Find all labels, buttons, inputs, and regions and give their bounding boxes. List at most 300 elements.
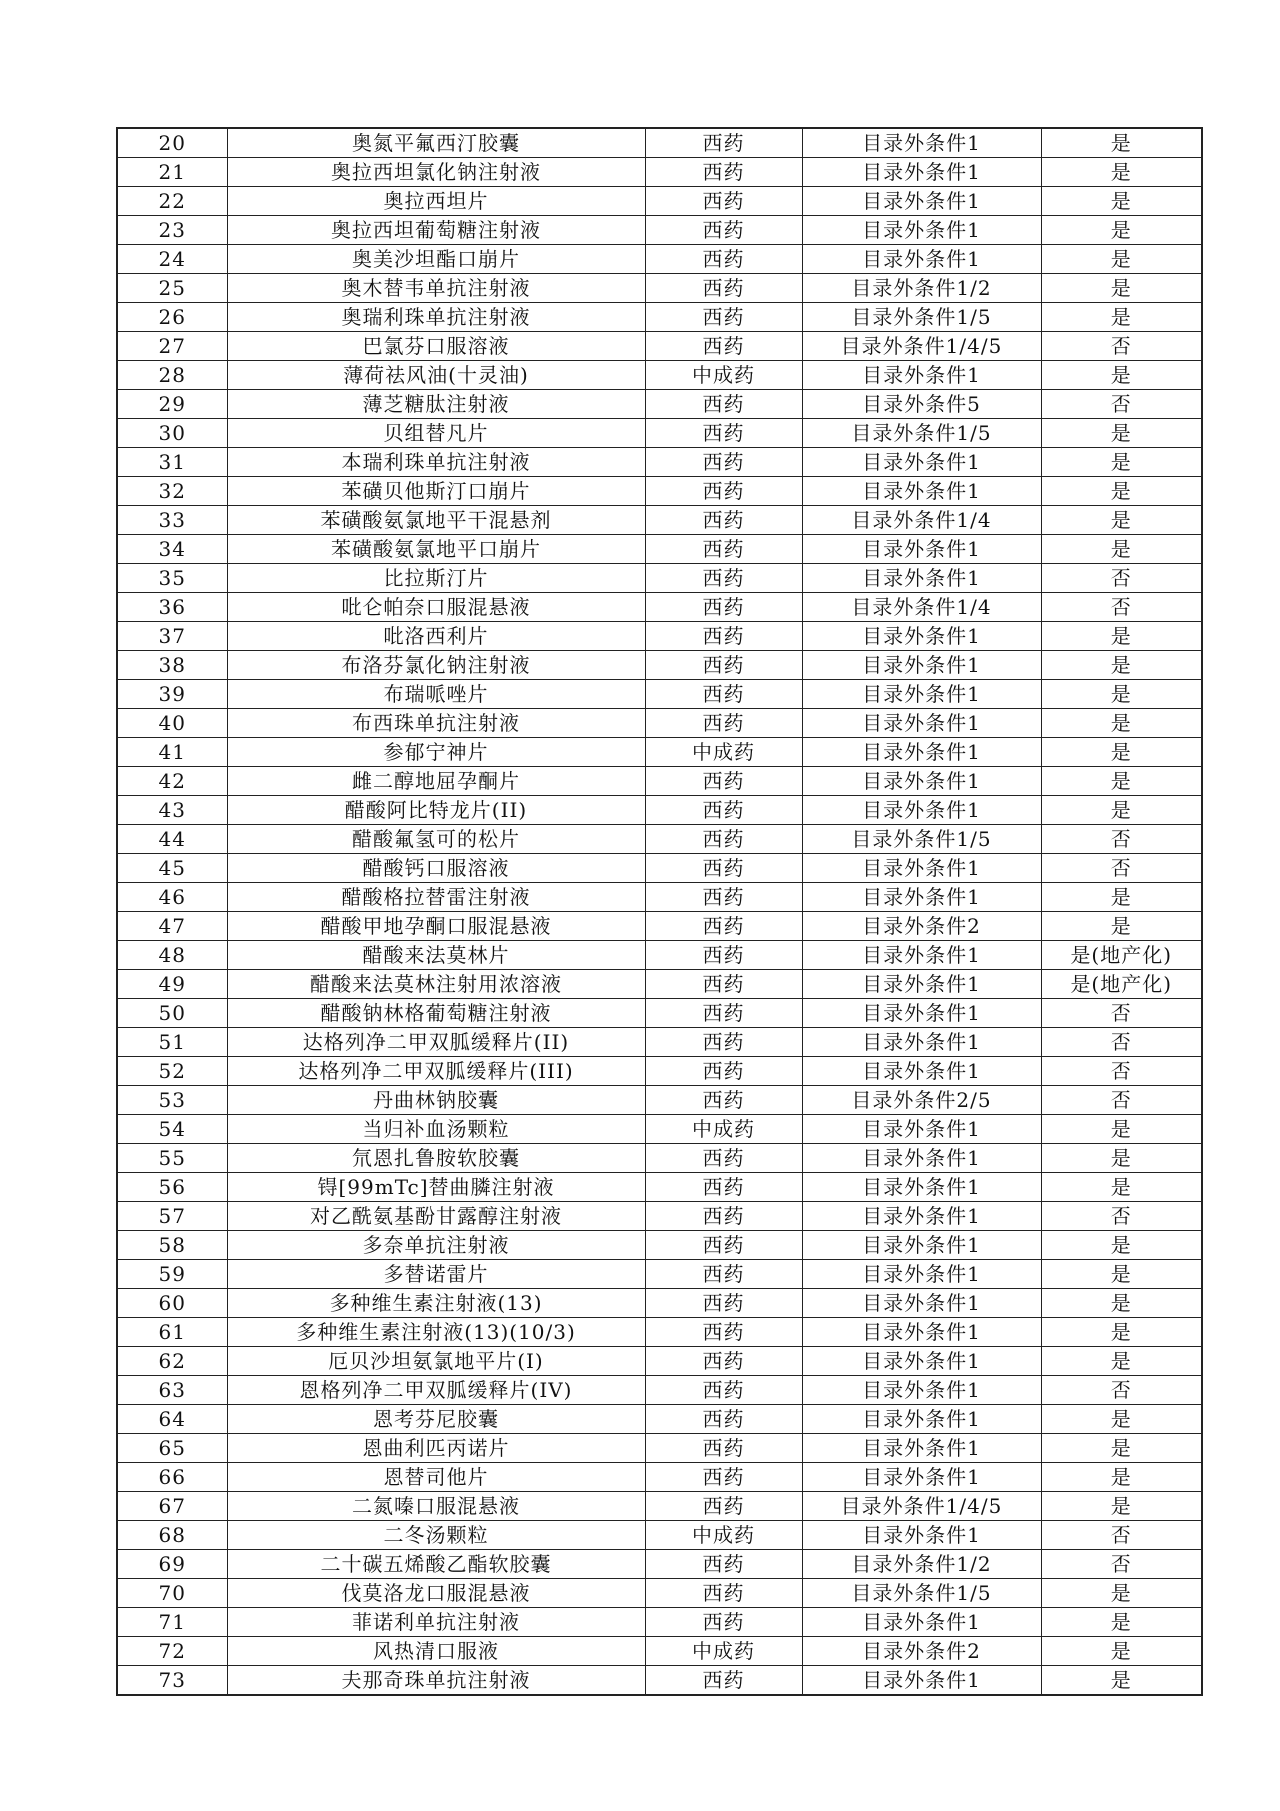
- condition-cell: 目录外条件1: [802, 796, 1041, 825]
- drug-name-cell: 达格列净二甲双胍缓释片(II): [227, 1028, 645, 1057]
- drug-type-cell: 西药: [645, 506, 802, 535]
- drug-name-cell: 醋酸来法莫林注射用浓溶液: [227, 970, 645, 999]
- row-number-cell: 67: [117, 1492, 227, 1521]
- table-row: [117, 651, 1202, 680]
- drug-name-cell: 醋酸甲地孕酮口服混悬液: [227, 912, 645, 941]
- drug-name-cell: 奥拉西坦片: [227, 187, 645, 216]
- drug-name-cell: 醋酸阿比特龙片(II): [227, 796, 645, 825]
- condition-cell: 目录外条件1: [802, 1028, 1041, 1057]
- row-number-cell: 32: [117, 477, 227, 506]
- condition-cell: 目录外条件1: [802, 1260, 1041, 1289]
- table-row: [117, 1463, 1202, 1492]
- table-body: [117, 128, 1202, 1695]
- row-number-cell: 72: [117, 1637, 227, 1666]
- drug-type-cell: 西药: [645, 535, 802, 564]
- status-cell: 是: [1041, 709, 1202, 738]
- row-number-cell: 41: [117, 738, 227, 767]
- drug-name-cell: 雌二醇地屈孕酮片: [227, 767, 645, 796]
- table-row: [117, 1376, 1202, 1405]
- table-row: [117, 1173, 1202, 1202]
- condition-cell: 目录外条件1: [802, 680, 1041, 709]
- status-cell: 是: [1041, 1434, 1202, 1463]
- condition-cell: 目录外条件1: [802, 187, 1041, 216]
- drug-type-cell: 西药: [645, 912, 802, 941]
- table-row: [117, 1347, 1202, 1376]
- condition-cell: 目录外条件1: [802, 1405, 1041, 1434]
- status-cell: 否: [1041, 1550, 1202, 1579]
- table-row: [117, 419, 1202, 448]
- drug-type-cell: 西药: [645, 1376, 802, 1405]
- status-cell: 否: [1041, 1086, 1202, 1115]
- drug-type-cell: 西药: [645, 564, 802, 593]
- status-cell: 否: [1041, 1202, 1202, 1231]
- drug-type-cell: 西药: [645, 1260, 802, 1289]
- table-row: [117, 1666, 1202, 1696]
- condition-cell: 目录外条件1: [802, 1202, 1041, 1231]
- row-number-cell: 69: [117, 1550, 227, 1579]
- drug-name-cell: 氘恩扎鲁胺软胶囊: [227, 1144, 645, 1173]
- table-row: [117, 390, 1202, 419]
- row-number-cell: 24: [117, 245, 227, 274]
- status-cell: 是: [1041, 738, 1202, 767]
- status-cell: 否: [1041, 564, 1202, 593]
- drug-type-cell: 西药: [645, 390, 802, 419]
- condition-cell: 目录外条件1/4: [802, 593, 1041, 622]
- drug-type-cell: 西药: [645, 999, 802, 1028]
- drug-type-cell: 西药: [645, 303, 802, 332]
- status-cell: 是: [1041, 245, 1202, 274]
- drug-type-cell: 西药: [645, 1405, 802, 1434]
- row-number-cell: 27: [117, 332, 227, 361]
- row-number-cell: 60: [117, 1289, 227, 1318]
- drug-type-cell: 西药: [645, 1608, 802, 1637]
- row-number-cell: 47: [117, 912, 227, 941]
- table-row: [117, 187, 1202, 216]
- drug-name-cell: 布洛芬氯化钠注射液: [227, 651, 645, 680]
- condition-cell: 目录外条件2: [802, 912, 1041, 941]
- drug-type-cell: 西药: [645, 651, 802, 680]
- condition-cell: 目录外条件1: [802, 1463, 1041, 1492]
- row-number-cell: 59: [117, 1260, 227, 1289]
- drug-name-cell: 奥瑞利珠单抗注射液: [227, 303, 645, 332]
- condition-cell: 目录外条件1: [802, 245, 1041, 274]
- condition-cell: 目录外条件1: [802, 1608, 1041, 1637]
- drug-name-cell: 奥氮平氟西汀胶囊: [227, 128, 645, 158]
- row-number-cell: 48: [117, 941, 227, 970]
- condition-cell: 目录外条件1: [802, 883, 1041, 912]
- drug-name-cell: 醋酸氟氢可的松片: [227, 825, 645, 854]
- drug-name-cell: 奥拉西坦氯化钠注射液: [227, 158, 645, 187]
- condition-cell: 目录外条件1: [802, 1434, 1041, 1463]
- row-number-cell: 51: [117, 1028, 227, 1057]
- table-row: [117, 883, 1202, 912]
- status-cell: 是: [1041, 1173, 1202, 1202]
- drug-type-cell: 西药: [645, 854, 802, 883]
- condition-cell: 目录外条件1/4/5: [802, 332, 1041, 361]
- row-number-cell: 71: [117, 1608, 227, 1637]
- drug-name-cell: 多替诺雷片: [227, 1260, 645, 1289]
- table-row: [117, 1318, 1202, 1347]
- status-cell: 否: [1041, 999, 1202, 1028]
- table-row: [117, 1550, 1202, 1579]
- row-number-cell: 42: [117, 767, 227, 796]
- drug-name-cell: 风热清口服液: [227, 1637, 645, 1666]
- condition-cell: 目录外条件1/5: [802, 825, 1041, 854]
- table-row: [117, 1608, 1202, 1637]
- table-row: [117, 274, 1202, 303]
- status-cell: 是: [1041, 1405, 1202, 1434]
- table-row: [117, 1260, 1202, 1289]
- status-cell: 是: [1041, 274, 1202, 303]
- status-cell: 是: [1041, 912, 1202, 941]
- status-cell: 是: [1041, 419, 1202, 448]
- condition-cell: 目录外条件1: [802, 622, 1041, 651]
- row-number-cell: 28: [117, 361, 227, 390]
- condition-cell: 目录外条件1/2: [802, 274, 1041, 303]
- drug-type-cell: 西药: [645, 1434, 802, 1463]
- drug-name-cell: 二冬汤颗粒: [227, 1521, 645, 1550]
- drug-type-cell: 中成药: [645, 1637, 802, 1666]
- drug-type-cell: 西药: [645, 1057, 802, 1086]
- condition-cell: 目录外条件1: [802, 854, 1041, 883]
- condition-cell: 目录外条件1: [802, 1666, 1041, 1696]
- table-row: [117, 1637, 1202, 1666]
- status-cell: 是: [1041, 1608, 1202, 1637]
- row-number-cell: 53: [117, 1086, 227, 1115]
- table-row: [117, 1579, 1202, 1608]
- condition-cell: 目录外条件1/5: [802, 419, 1041, 448]
- drug-name-cell: 薄荷祛风油(十灵油): [227, 361, 645, 390]
- drug-name-cell: 恩格列净二甲双胍缓释片(IV): [227, 1376, 645, 1405]
- row-number-cell: 25: [117, 274, 227, 303]
- table-row: [117, 506, 1202, 535]
- status-cell: 是: [1041, 1231, 1202, 1260]
- drug-list-table: [116, 127, 1203, 1696]
- table-row: [117, 1115, 1202, 1144]
- table-row: [117, 1231, 1202, 1260]
- condition-cell: 目录外条件1/5: [802, 303, 1041, 332]
- condition-cell: 目录外条件1: [802, 970, 1041, 999]
- condition-cell: 目录外条件1/2: [802, 1550, 1041, 1579]
- row-number-cell: 23: [117, 216, 227, 245]
- condition-cell: 目录外条件1: [802, 1521, 1041, 1550]
- row-number-cell: 66: [117, 1463, 227, 1492]
- status-cell: 是: [1041, 1144, 1202, 1173]
- drug-type-cell: 西药: [645, 1666, 802, 1696]
- drug-type-cell: 西药: [645, 1463, 802, 1492]
- drug-type-cell: 中成药: [645, 361, 802, 390]
- drug-type-cell: 西药: [645, 593, 802, 622]
- drug-type-cell: 西药: [645, 796, 802, 825]
- drug-name-cell: 醋酸来法莫林片: [227, 941, 645, 970]
- row-number-cell: 50: [117, 999, 227, 1028]
- table-row: [117, 332, 1202, 361]
- drug-type-cell: 西药: [645, 332, 802, 361]
- status-cell: 是: [1041, 477, 1202, 506]
- row-number-cell: 21: [117, 158, 227, 187]
- condition-cell: 目录外条件1: [802, 709, 1041, 738]
- drug-name-cell: 达格列净二甲双胍缓释片(III): [227, 1057, 645, 1086]
- status-cell: 是: [1041, 448, 1202, 477]
- drug-type-cell: 西药: [645, 187, 802, 216]
- drug-name-cell: 贝组替凡片: [227, 419, 645, 448]
- drug-name-cell: 醋酸钙口服溶液: [227, 854, 645, 883]
- condition-cell: 目录外条件1: [802, 535, 1041, 564]
- row-number-cell: 26: [117, 303, 227, 332]
- status-cell: 是: [1041, 622, 1202, 651]
- status-cell: 是: [1041, 361, 1202, 390]
- row-number-cell: 64: [117, 1405, 227, 1434]
- table-row: [117, 361, 1202, 390]
- drug-name-cell: 苯磺贝他斯汀口崩片: [227, 477, 645, 506]
- condition-cell: 目录外条件1/5: [802, 1579, 1041, 1608]
- status-cell: 否: [1041, 1521, 1202, 1550]
- row-number-cell: 62: [117, 1347, 227, 1376]
- drug-name-cell: 比拉斯汀片: [227, 564, 645, 593]
- row-number-cell: 46: [117, 883, 227, 912]
- drug-name-cell: 多种维生素注射液(13): [227, 1289, 645, 1318]
- table-row: [117, 535, 1202, 564]
- condition-cell: 目录外条件2: [802, 1637, 1041, 1666]
- table-row: [117, 941, 1202, 970]
- drug-name-cell: 二氮嗪口服混悬液: [227, 1492, 645, 1521]
- status-cell: 是: [1041, 506, 1202, 535]
- drug-name-cell: 醋酸格拉替雷注射液: [227, 883, 645, 912]
- status-cell: 否: [1041, 1057, 1202, 1086]
- drug-type-cell: 西药: [645, 1347, 802, 1376]
- drug-type-cell: 西药: [645, 1144, 802, 1173]
- status-cell: 否: [1041, 825, 1202, 854]
- row-number-cell: 61: [117, 1318, 227, 1347]
- condition-cell: 目录外条件1: [802, 767, 1041, 796]
- drug-type-cell: 西药: [645, 216, 802, 245]
- table-row: [117, 448, 1202, 477]
- drug-type-cell: 中成药: [645, 1115, 802, 1144]
- drug-type-cell: 西药: [645, 1550, 802, 1579]
- drug-name-cell: 恩曲利匹丙诺片: [227, 1434, 645, 1463]
- drug-name-cell: 二十碳五烯酸乙酯软胶囊: [227, 1550, 645, 1579]
- condition-cell: 目录外条件1: [802, 1057, 1041, 1086]
- drug-name-cell: 薄芝糖肽注射液: [227, 390, 645, 419]
- drug-name-cell: 多奈单抗注射液: [227, 1231, 645, 1260]
- drug-name-cell: 奥拉西坦葡萄糖注射液: [227, 216, 645, 245]
- drug-type-cell: 西药: [645, 970, 802, 999]
- drug-name-cell: 布西珠单抗注射液: [227, 709, 645, 738]
- status-cell: 是: [1041, 796, 1202, 825]
- condition-cell: 目录外条件1: [802, 1144, 1041, 1173]
- drug-name-cell: 吡洛西利片: [227, 622, 645, 651]
- condition-cell: 目录外条件1: [802, 1289, 1041, 1318]
- drug-type-cell: 西药: [645, 767, 802, 796]
- drug-type-cell: 西药: [645, 622, 802, 651]
- row-number-cell: 30: [117, 419, 227, 448]
- drug-name-cell: 吡仑帕奈口服混悬液: [227, 593, 645, 622]
- drug-name-cell: 恩替司他片: [227, 1463, 645, 1492]
- table-row: [117, 854, 1202, 883]
- table-row: [117, 709, 1202, 738]
- row-number-cell: 55: [117, 1144, 227, 1173]
- drug-name-cell: 多种维生素注射液(13)(10/3): [227, 1318, 645, 1347]
- status-cell: 是: [1041, 1260, 1202, 1289]
- row-number-cell: 68: [117, 1521, 227, 1550]
- row-number-cell: 63: [117, 1376, 227, 1405]
- table-row: [117, 622, 1202, 651]
- condition-cell: 目录外条件1: [802, 158, 1041, 187]
- status-cell: 否: [1041, 854, 1202, 883]
- status-cell: 是: [1041, 1463, 1202, 1492]
- condition-cell: 目录外条件1: [802, 999, 1041, 1028]
- drug-type-cell: 中成药: [645, 738, 802, 767]
- drug-type-cell: 西药: [645, 825, 802, 854]
- table-row: [117, 825, 1202, 854]
- row-number-cell: 22: [117, 187, 227, 216]
- table-row: [117, 1289, 1202, 1318]
- drug-name-cell: 奥美沙坦酯口崩片: [227, 245, 645, 274]
- condition-cell: 目录外条件1: [802, 361, 1041, 390]
- row-number-cell: 65: [117, 1434, 227, 1463]
- row-number-cell: 39: [117, 680, 227, 709]
- status-cell: 是(地产化): [1041, 941, 1202, 970]
- table-row: [117, 738, 1202, 767]
- drug-name-cell: 伐莫洛龙口服混悬液: [227, 1579, 645, 1608]
- condition-cell: 目录外条件1: [802, 448, 1041, 477]
- drug-name-cell: 布瑞哌唑片: [227, 680, 645, 709]
- table-row: [117, 680, 1202, 709]
- drug-type-cell: 西药: [645, 1086, 802, 1115]
- drug-name-cell: 巴氯芬口服溶液: [227, 332, 645, 361]
- row-number-cell: 43: [117, 796, 227, 825]
- table-row: [117, 1028, 1202, 1057]
- table-row: [117, 1405, 1202, 1434]
- row-number-cell: 33: [117, 506, 227, 535]
- row-number-cell: 38: [117, 651, 227, 680]
- condition-cell: 目录外条件1: [802, 128, 1041, 158]
- condition-cell: 目录外条件1: [802, 1376, 1041, 1405]
- table-row: [117, 128, 1202, 158]
- drug-name-cell: 菲诺利单抗注射液: [227, 1608, 645, 1637]
- table-row: [117, 1492, 1202, 1521]
- drug-type-cell: 中成药: [645, 1521, 802, 1550]
- drug-type-cell: 西药: [645, 1028, 802, 1057]
- table-row: [117, 970, 1202, 999]
- status-cell: 是: [1041, 1115, 1202, 1144]
- status-cell: 否: [1041, 390, 1202, 419]
- status-cell: 是: [1041, 216, 1202, 245]
- row-number-cell: 49: [117, 970, 227, 999]
- condition-cell: 目录外条件1: [802, 216, 1041, 245]
- status-cell: 是(地产化): [1041, 970, 1202, 999]
- table-row: [117, 912, 1202, 941]
- status-cell: 是: [1041, 1492, 1202, 1521]
- drug-type-cell: 西药: [645, 1231, 802, 1260]
- row-number-cell: 44: [117, 825, 227, 854]
- status-cell: 否: [1041, 332, 1202, 361]
- status-cell: 否: [1041, 593, 1202, 622]
- drug-type-cell: 西药: [645, 680, 802, 709]
- drug-type-cell: 西药: [645, 883, 802, 912]
- drug-name-cell: 奥木替韦单抗注射液: [227, 274, 645, 303]
- row-number-cell: 52: [117, 1057, 227, 1086]
- drug-name-cell: 苯磺酸氨氯地平口崩片: [227, 535, 645, 564]
- status-cell: 是: [1041, 535, 1202, 564]
- status-cell: 是: [1041, 1637, 1202, 1666]
- status-cell: 是: [1041, 680, 1202, 709]
- row-number-cell: 45: [117, 854, 227, 883]
- condition-cell: 目录外条件1: [802, 564, 1041, 593]
- row-number-cell: 40: [117, 709, 227, 738]
- status-cell: 是: [1041, 187, 1202, 216]
- status-cell: 是: [1041, 1347, 1202, 1376]
- condition-cell: 目录外条件1/4: [802, 506, 1041, 535]
- table-row: [117, 1057, 1202, 1086]
- row-number-cell: 20: [117, 128, 227, 158]
- row-number-cell: 56: [117, 1173, 227, 1202]
- status-cell: 是: [1041, 1666, 1202, 1696]
- row-number-cell: 70: [117, 1579, 227, 1608]
- drug-type-cell: 西药: [645, 128, 802, 158]
- drug-type-cell: 西药: [645, 1202, 802, 1231]
- table-row: [117, 593, 1202, 622]
- condition-cell: 目录外条件1: [802, 1347, 1041, 1376]
- drug-name-cell: 锝[99mTc]替曲膦注射液: [227, 1173, 645, 1202]
- condition-cell: 目录外条件1: [802, 1173, 1041, 1202]
- drug-type-cell: 西药: [645, 1289, 802, 1318]
- condition-cell: 目录外条件1: [802, 477, 1041, 506]
- condition-cell: 目录外条件2/5: [802, 1086, 1041, 1115]
- drug-name-cell: 对乙酰氨基酚甘露醇注射液: [227, 1202, 645, 1231]
- status-cell: 是: [1041, 158, 1202, 187]
- table-row: [117, 564, 1202, 593]
- row-number-cell: 37: [117, 622, 227, 651]
- row-number-cell: 29: [117, 390, 227, 419]
- row-number-cell: 35: [117, 564, 227, 593]
- status-cell: 否: [1041, 1028, 1202, 1057]
- condition-cell: 目录外条件1: [802, 1318, 1041, 1347]
- status-cell: 是: [1041, 651, 1202, 680]
- drug-name-cell: 丹曲林钠胶囊: [227, 1086, 645, 1115]
- table-row: [117, 1202, 1202, 1231]
- drug-name-cell: 当归补血汤颗粒: [227, 1115, 645, 1144]
- status-cell: 是: [1041, 128, 1202, 158]
- drug-name-cell: 夫那奇珠单抗注射液: [227, 1666, 645, 1696]
- status-cell: 是: [1041, 1579, 1202, 1608]
- row-number-cell: 58: [117, 1231, 227, 1260]
- drug-name-cell: 参郁宁神片: [227, 738, 645, 767]
- condition-cell: 目录外条件1: [802, 738, 1041, 767]
- drug-type-cell: 西药: [645, 1318, 802, 1347]
- condition-cell: 目录外条件1: [802, 941, 1041, 970]
- table-row: [117, 477, 1202, 506]
- table-row: [117, 303, 1202, 332]
- drug-name-cell: 恩考芬尼胶囊: [227, 1405, 645, 1434]
- drug-type-cell: 西药: [645, 1173, 802, 1202]
- status-cell: 是: [1041, 303, 1202, 332]
- condition-cell: 目录外条件5: [802, 390, 1041, 419]
- drug-type-cell: 西药: [645, 419, 802, 448]
- drug-type-cell: 西药: [645, 941, 802, 970]
- table-row: [117, 1144, 1202, 1173]
- condition-cell: 目录外条件1: [802, 1115, 1041, 1144]
- drug-type-cell: 西药: [645, 448, 802, 477]
- row-number-cell: 31: [117, 448, 227, 477]
- status-cell: 是: [1041, 767, 1202, 796]
- row-number-cell: 73: [117, 1666, 227, 1696]
- row-number-cell: 34: [117, 535, 227, 564]
- drug-type-cell: 西药: [645, 709, 802, 738]
- drug-type-cell: 西药: [645, 1492, 802, 1521]
- drug-type-cell: 西药: [645, 274, 802, 303]
- status-cell: 是: [1041, 883, 1202, 912]
